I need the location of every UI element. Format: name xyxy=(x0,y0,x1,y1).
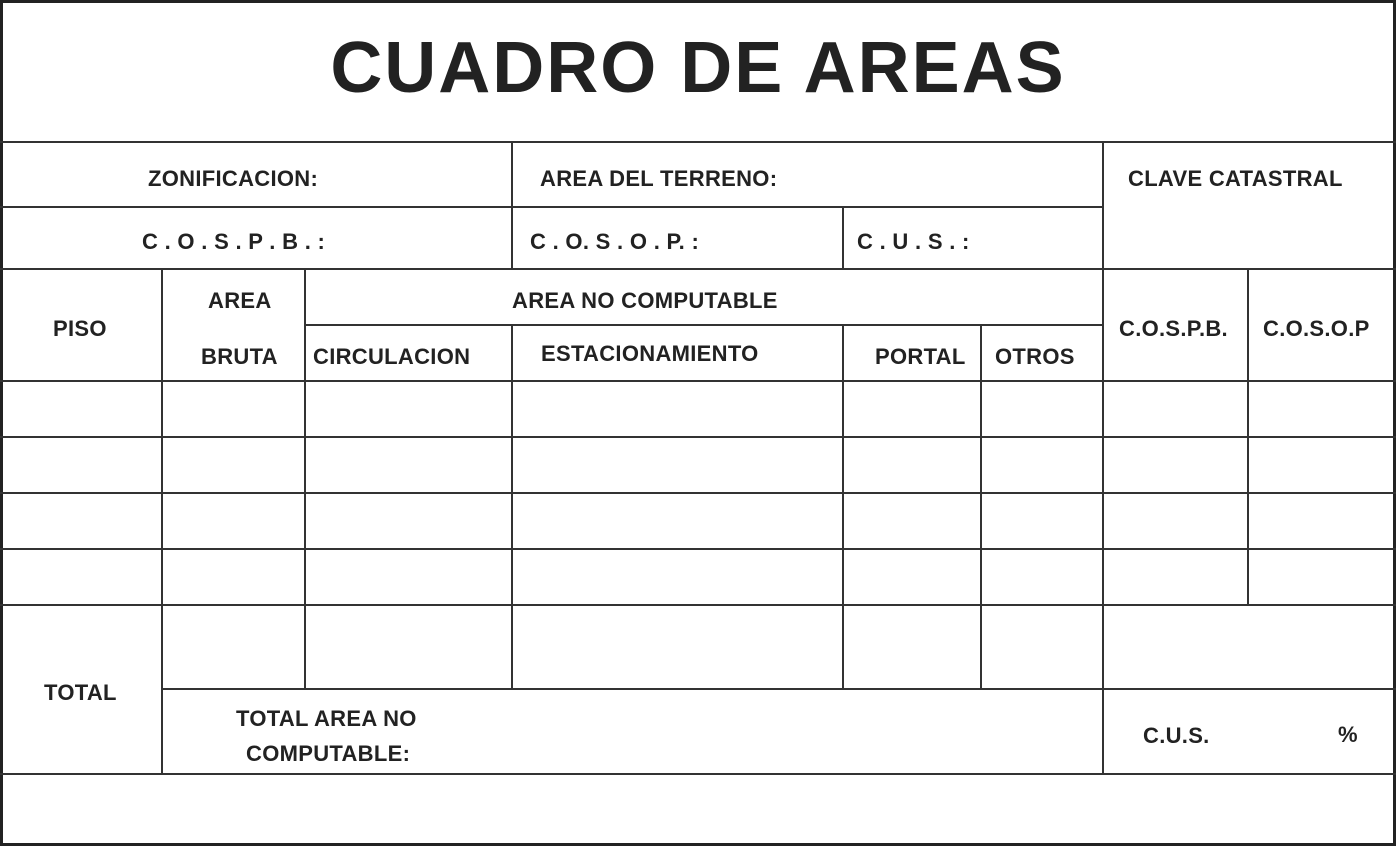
total-label: TOTAL xyxy=(44,680,117,705)
divider xyxy=(0,548,1396,550)
divider xyxy=(0,268,1396,270)
divider xyxy=(0,380,1396,382)
circulacion-header: CIRCULACION xyxy=(313,344,471,369)
divider xyxy=(1102,141,1104,774)
divider xyxy=(511,141,513,269)
divider xyxy=(1247,268,1249,605)
divider xyxy=(0,206,1103,208)
divider xyxy=(980,324,982,689)
cosop-label: C . O. S . O . P. : xyxy=(530,229,700,254)
form-title: CUADRO DE AREAS xyxy=(330,28,1066,108)
portal-header: PORTAL xyxy=(875,344,966,369)
divider xyxy=(0,141,1396,143)
divider xyxy=(842,206,844,269)
percent-sign: % xyxy=(1338,722,1358,747)
divider xyxy=(0,773,1396,775)
divider xyxy=(842,324,844,689)
total-area-no-computable-line2: COMPUTABLE: xyxy=(246,741,411,766)
area-terreno-label: AREA DEL TERRENO: xyxy=(540,166,778,191)
area-no-computable-header: AREA NO COMPUTABLE xyxy=(512,288,778,313)
piso-header: PISO xyxy=(53,316,107,341)
divider xyxy=(0,436,1396,438)
divider xyxy=(304,268,306,689)
zonificacion-label: ZONIFICACION: xyxy=(148,166,319,191)
clave-catastral-label: CLAVE CATASTRAL xyxy=(1128,166,1343,191)
area-bruta-header-line2: BRUTA xyxy=(201,344,278,369)
cospb-column-header: C.O.S.P.B. xyxy=(1119,316,1228,341)
estacionamiento-header: ESTACIONAMIENTO xyxy=(541,341,759,366)
divider xyxy=(162,688,1396,690)
total-area-no-computable-line1: TOTAL AREA NO xyxy=(236,706,417,731)
divider xyxy=(161,268,163,774)
divider xyxy=(305,324,1103,326)
divider xyxy=(0,604,1396,606)
divider xyxy=(0,492,1396,494)
cosop-column-header: C.O.S.O.P xyxy=(1263,316,1370,341)
cus-label: C . U . S . : xyxy=(857,229,970,254)
otros-header: OTROS xyxy=(995,344,1075,369)
area-bruta-header-line1: AREA xyxy=(208,288,272,313)
divider xyxy=(511,324,513,689)
cus-total-label: C.U.S. xyxy=(1143,723,1210,748)
cospb-label: C . O . S . P . B . : xyxy=(142,229,326,254)
